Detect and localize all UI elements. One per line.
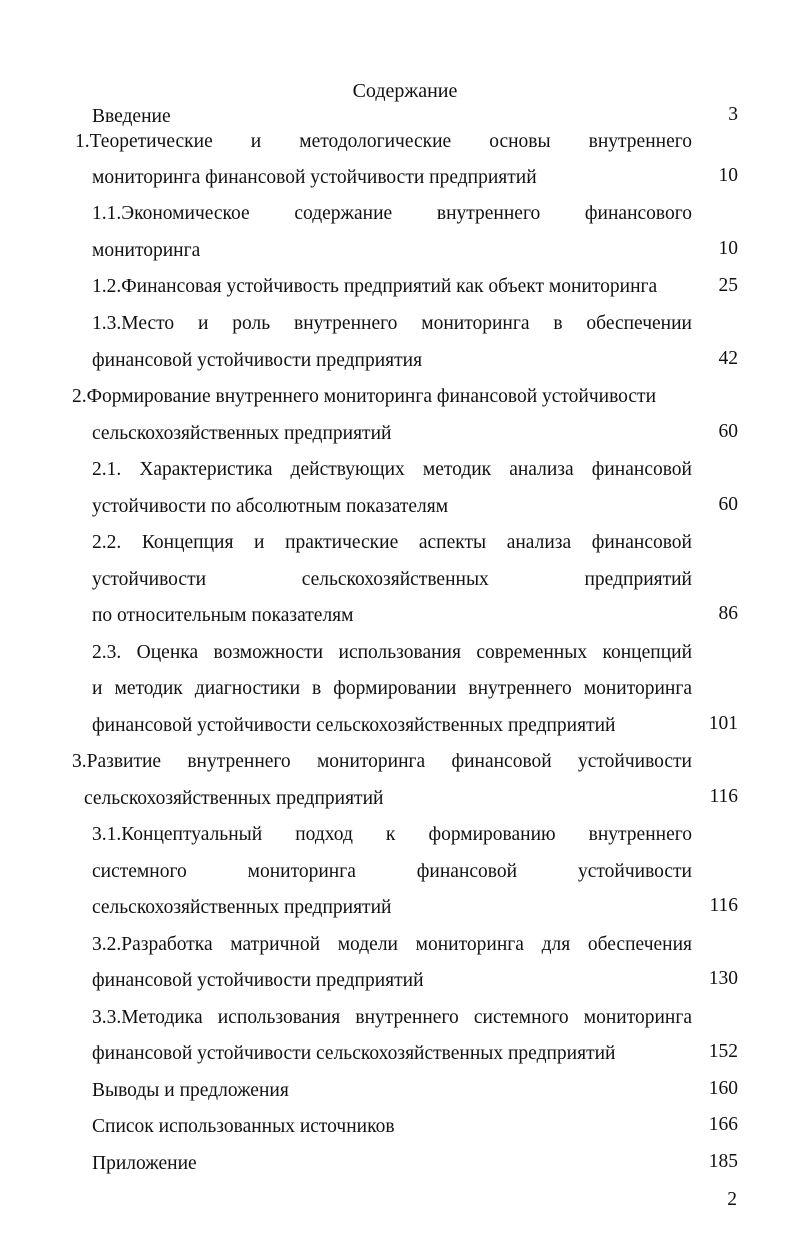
toc-page-number: 10 [718,238,738,259]
toc-section-3-1-cont: сельскохозяйственных предприятий [92,897,392,918]
toc-section-3-1-cont: системного мониторинга финансовой устойчивости [92,861,692,882]
toc-page-number: 130 [708,968,738,989]
toc-section-2-3: 2.3. Оценка возможности использования современных концепций [92,642,692,663]
toc-conclusions: Выводы и предложения [92,1080,289,1101]
page-number: 2 [727,1189,737,1210]
toc-page-number: 160 [708,1078,738,1099]
toc-page-number: 116 [709,786,738,807]
toc-chapter-1-cont: мониторинга финансовой устойчивости предприятий [92,167,537,188]
toc-section-3-3-cont: финансовой устойчивости сельскохозяйственных предприятий [92,1043,616,1064]
toc-page-number: 101 [708,713,738,734]
toc-page-number: 3 [728,104,738,125]
toc-section-2-3-cont: и методик диагностики в формировании внутреннего мониторинга [92,678,692,699]
toc-section-2-2: 2.2. Концепция и практические аспекты анализа финансовой [92,532,692,553]
toc-section-1-2: 1.2.Финансовая устойчивость предприятий как объект мониторинга [92,276,658,297]
toc-title: Содержание [352,80,458,102]
toc-page-number: 86 [718,603,738,624]
toc-page-number: 116 [709,895,738,916]
toc-appendix: Приложение [92,1153,197,1174]
toc-section-2-1-cont: устойчивости по абсолютным показателям [92,496,449,517]
toc-chapter-3: 3.Развитие внутреннего мониторинга финансовой устойчивости [72,751,692,772]
toc-section-1-3-cont: финансовой устойчивости предприятия [92,350,423,371]
toc-chapter-2: 2.Формирование внутреннего мониторинга финансовой устойчивости [72,386,657,407]
toc-page-number: 10 [718,165,738,186]
toc-page-number: 42 [718,348,738,369]
toc-page-number: 25 [718,275,738,296]
toc-section-2-3-cont: финансовой устойчивости сельскохозяйственных предприятий [92,715,616,736]
toc-section-2-2-cont: по относительным показателям [92,605,354,626]
toc-page-number: 152 [708,1041,738,1062]
toc-section-3-2-cont: финансовой устойчивости предприятий [92,970,424,991]
toc-sources: Список использованных источников [92,1116,395,1137]
toc-intro: Введение [92,106,171,127]
toc-chapter-2-cont: сельскохозяйственных предприятий [92,423,392,444]
toc-section-3-3: 3.3.Методика использования внутреннего системного мониторинга [92,1007,692,1028]
toc-section-1-1: 1.1.Экономическое содержание внутреннего финансового [92,203,692,224]
toc-page-number: 166 [708,1114,738,1135]
toc-page-number: 60 [718,421,738,442]
toc-section-2-1: 2.1. Характеристика действующих методик анализа финансовой [92,459,692,480]
toc-section-3-2: 3.2.Разработка матричной модели мониторинга для обеспечения [92,934,692,955]
toc-page-number: 185 [708,1151,738,1172]
toc-page-number: 60 [718,494,738,515]
toc-chapter-3-cont: сельскохозяйственных предприятий [84,788,384,809]
toc-chapter-1: 1.Теоретические и методологические основы внутреннего [75,131,692,152]
toc-section-2-2-cont: устойчивости сельскохозяйственных предприятий [92,569,692,590]
toc-section-1-1-cont: мониторинга [92,240,201,261]
toc-section-3-1: 3.1.Концептуальный подход к формированию внутреннего [92,824,692,845]
toc-section-1-3: 1.3.Место и роль внутреннего мониторинга в обеспечении [92,313,692,334]
